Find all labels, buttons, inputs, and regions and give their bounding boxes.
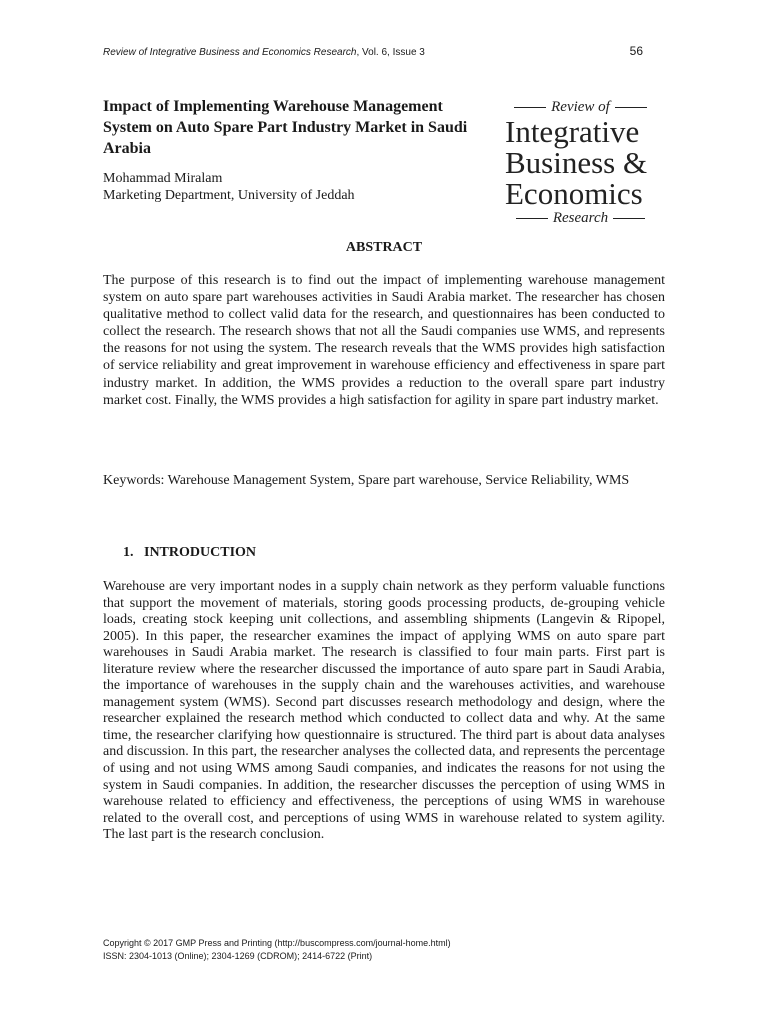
running-header xyxy=(103,44,643,58)
logo-bottom-line xyxy=(503,209,658,227)
volume-issue: , Vol. 6, Issue 3 xyxy=(356,47,425,58)
author-affiliation: Marketing Department, University of Jeddah xyxy=(103,188,355,203)
paper-title: Impact of Implementing Warehouse Management System on Auto Spare Part Industry Market in Saudi Arabia xyxy=(103,98,468,157)
journal-name: Review of Integrative Business and Economics Research xyxy=(103,47,357,58)
page-number: 56 xyxy=(629,44,643,58)
issn-line: ISSN: 2304-1013 (Online); 2304-1269 (CDROM); 2414-6722 (Print) xyxy=(103,951,373,961)
logo-rule xyxy=(613,218,645,219)
logo-bottom-text: Research xyxy=(552,210,609,226)
logo-rule xyxy=(615,107,647,108)
abstract-body: The purpose of this research is to find out the impact of implementing warehouse management system on auto spare part warehouses activities in Saudi Arabia market. The researcher has chosen qualitative method to collect valid data for the research, and questionnaires has been conducted to collect the research. The research shows that not all the Saudi companies use WMS, and represents the reasons for not using the system. The research reveals that the WMS provides high satisfaction of service reliability and great improvement in warehouse efficiency and effectiveness in spare part industry market. In addition, the WMS provides a reduction to the overall spare part industry market cost. Finally, the WMS provides a high satisfaction for agility in spare part industry market. xyxy=(103,273,665,408)
section-heading-introduction: 1. INTRODUCTION xyxy=(123,545,257,560)
author-name: Mohammad Miralam xyxy=(103,171,223,186)
journal-logo xyxy=(503,98,658,227)
logo-word-integrative: Integrative xyxy=(505,114,640,149)
keywords: Keywords: Warehouse Management System, Spare part warehouse, Service Reliability, WMS xyxy=(103,473,630,488)
journal-citation xyxy=(103,47,425,58)
logo-rule xyxy=(514,107,546,108)
abstract-heading: ABSTRACT xyxy=(345,240,423,255)
copyright-line: Copyright © 2017 GMP Press and Printing (http://buscompress.com/journal-home.html) xyxy=(103,938,451,948)
page-footer xyxy=(103,937,663,963)
logo-word-economics: Economics xyxy=(505,176,643,211)
logo-rule xyxy=(516,218,548,219)
author-block xyxy=(103,170,483,204)
logo-word-business: Business & xyxy=(505,145,648,180)
introduction-body: Warehouse are very important nodes in a supply chain network as they perform valuable functions that support the movement of materials, storing goods processing products, de-grouping vehicle loads, creating stock keeping unit collections, and assembling shipments (Langevin & Ripopel, 2005). In this paper, the researcher examines the impact of applying WMS on auto spare part warehouses in Saudi Arabia market. The research is classified to four main parts. First part is literature review where the researcher discussed the importance of auto spare part in Saudi Arabia, the importance of warehouses in the supply chain and the warehouses activities, and warehouse management system (WMS). Second part discusses research methodology and design, where the researcher explained the research method which conducted to collect data and why. At the same time, the researcher clarifying how questionnaire is structured. The third part is about data analyses and discussion. In this part, the researcher analyses the collected data, and represents the percentage of using and not using WMS among Saudi companies, and indicates the reasons for not using the system in Saudi companies. In addition, the researcher discusses the perception of using WMS in warehouse related to efficiency and effectiveness, the perceptions of using WMS in warehouse related to the overall cost, and perceptions of using WMS in warehouse related to system agility. The last part is the research conclusion. xyxy=(103,579,665,843)
logo-top-text: Review of xyxy=(551,99,610,115)
